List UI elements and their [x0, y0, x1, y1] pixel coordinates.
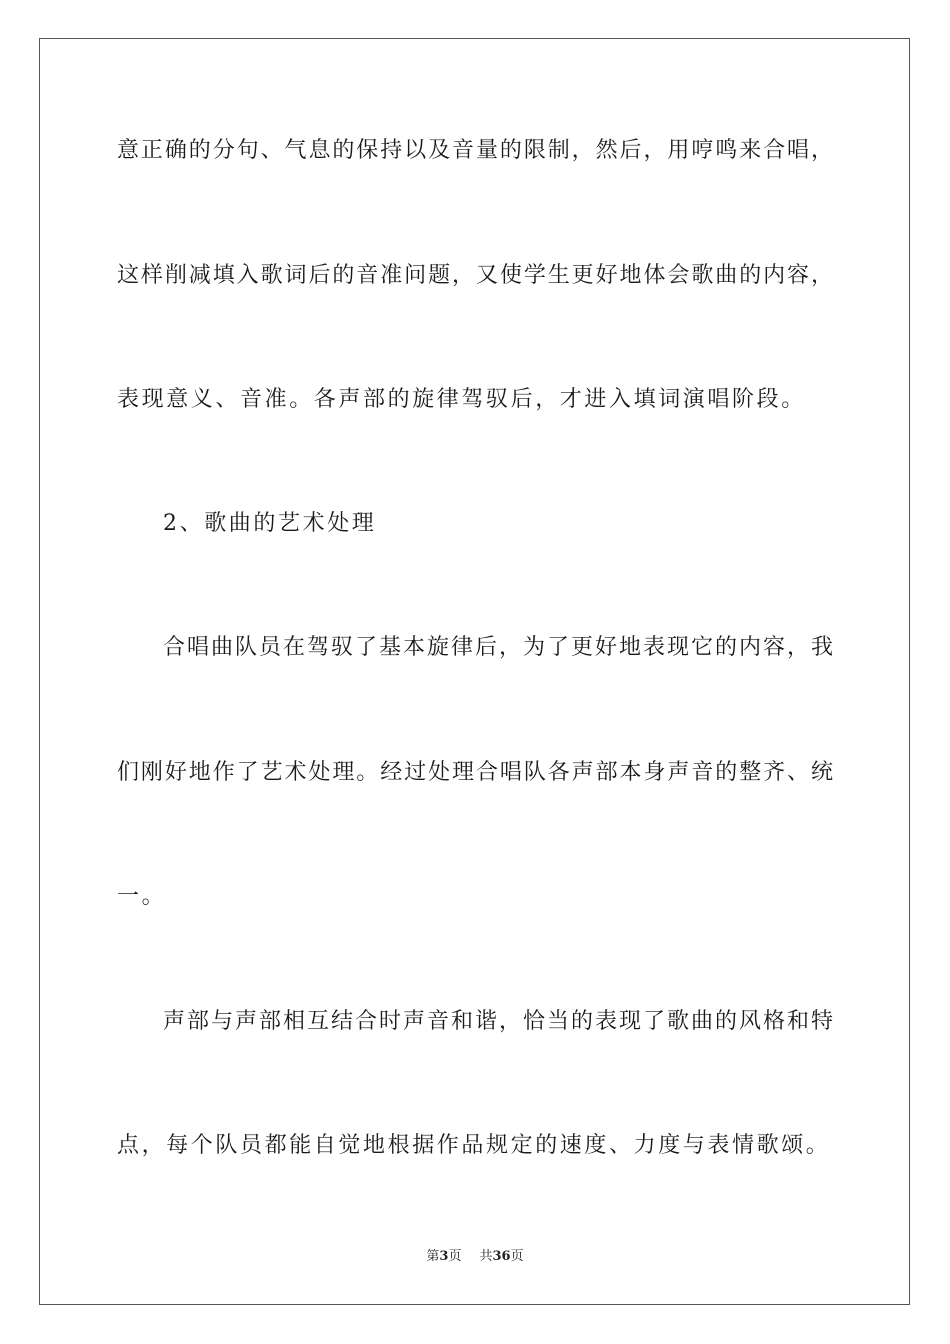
body-line-6: 们刚好地作了艺术处理。经过处理合唱队各声部本身声音的整齐、统 — [117, 760, 833, 785]
body-line-5: 合唱曲队员在驾驭了基本旋律后，为了更好地表现它的内容，我 — [163, 635, 833, 660]
page-number: 3 — [439, 1249, 449, 1264]
page-footer — [0, 1249, 950, 1265]
total-suffix: 页 — [510, 1249, 524, 1264]
body-line-2: 这样削减填入歌词后的音准问题，又使学生更好地体会歌曲的内容， — [117, 263, 833, 288]
section-heading: 2、歌曲的艺术处理 — [163, 511, 377, 536]
total-prefix: 共 — [479, 1249, 493, 1264]
total-pages: 36 — [492, 1249, 511, 1264]
body-line-7: 一。 — [117, 884, 167, 909]
body-line-3: 表现意义、音准。各声部的旋律驾驭后，才进入填词演唱阶段。 — [117, 387, 806, 412]
body-line-9: 点，每个队员都能自觉地根据作品规定的速度、力度与表情歌颂。 — [117, 1133, 831, 1158]
page-border — [39, 38, 910, 1305]
body-line-8: 声部与声部相互结合时声音和谐，恰当的表现了歌曲的风格和特 — [163, 1009, 833, 1034]
page-suffix: 页 — [448, 1249, 462, 1264]
body-line-1: 意正确的分句、气息的保持以及音量的限制，然后，用哼鸣来合唱， — [117, 138, 833, 163]
page-prefix: 第 — [426, 1249, 440, 1264]
